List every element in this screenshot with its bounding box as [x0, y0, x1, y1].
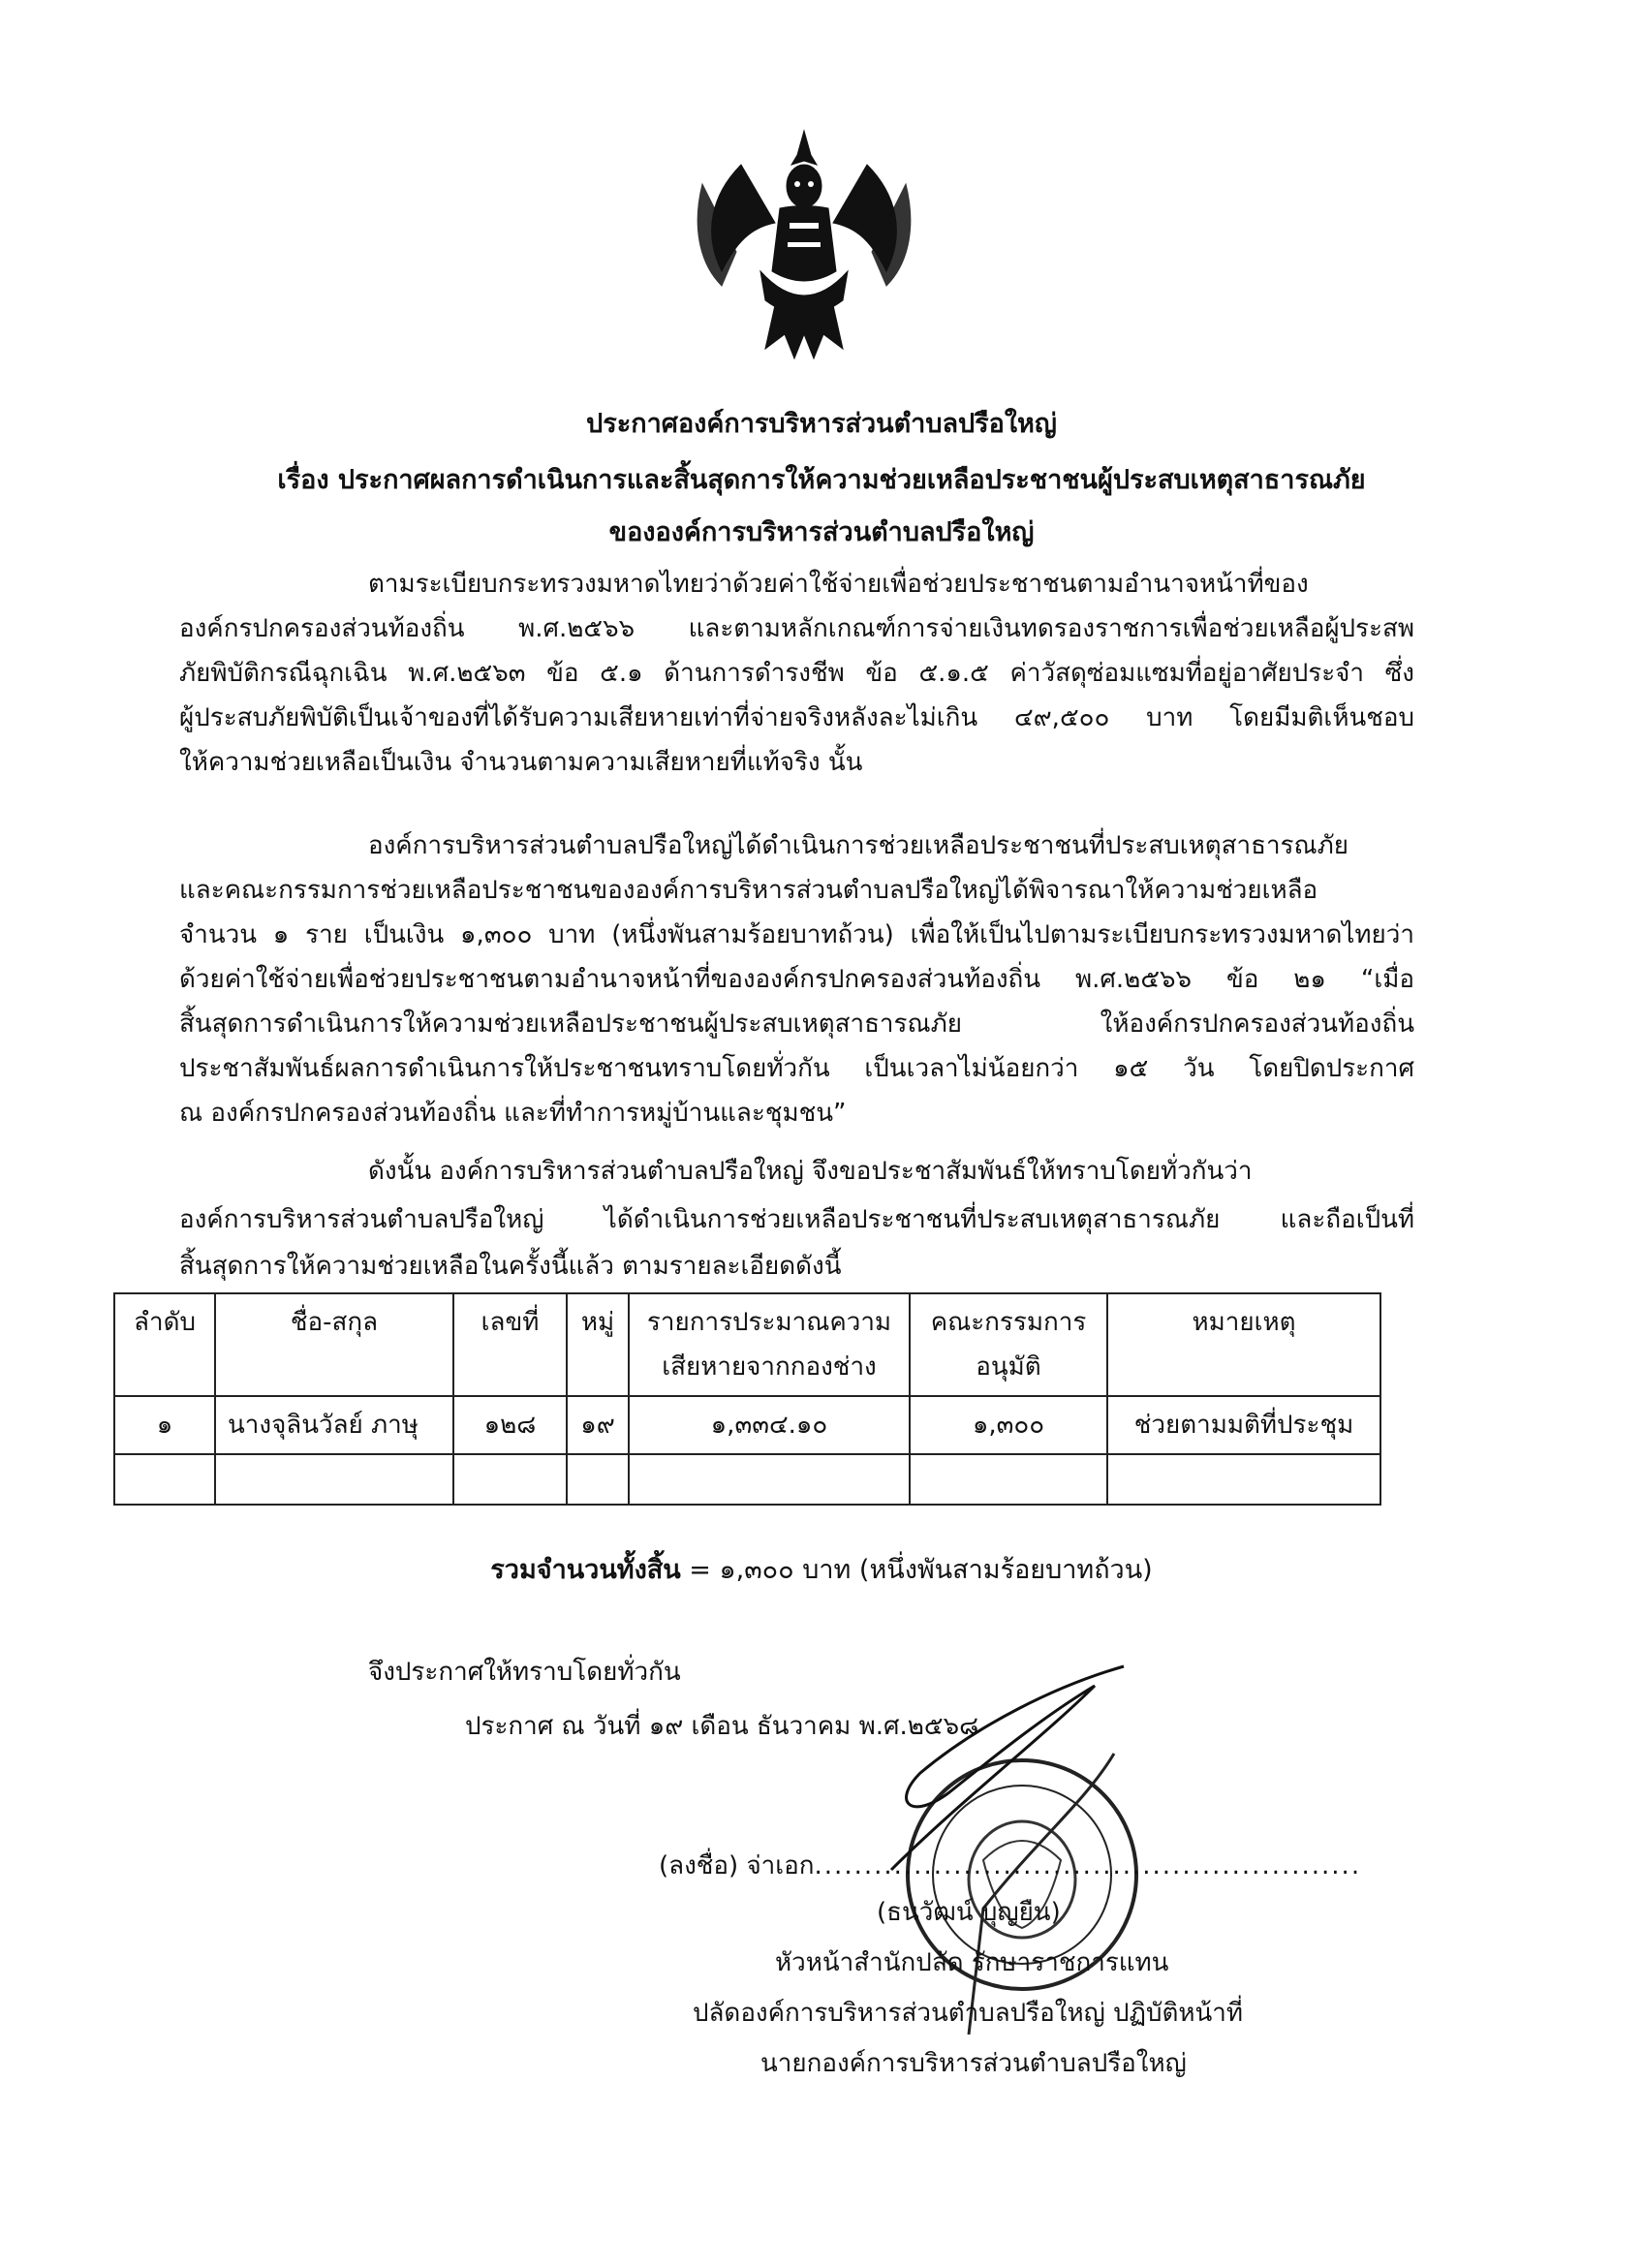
para1-line: ภัยพิบัติกรณีฉุกเฉิน พ.ศ.๒๕๖๓ ข้อ ๕.๑ ด้านการดำรงชีพ ข้อ ๕.๑.๕ ค่าวัสดุซ่อมแซมที่อยู่อาศัยประจำ ซึ่ง — [179, 659, 1414, 688]
col-header-committee: คณะกรรมการอนุมัติ — [910, 1293, 1107, 1396]
para2-line: จำนวน ๑ ราย เป็นเงิน ๑,๓๐๐ บาท (หนึ่งพันสามร้อยบาทถ้วน) เพื่อให้เป็นไปตามระเบียบกระทรวงมหาดไทยว่า — [179, 920, 1414, 949]
cell-moo: ๑๙ — [567, 1396, 629, 1454]
total-label: รวมจำนวนทั้งสิ้น — [490, 1555, 681, 1585]
cell-no: ๑ — [114, 1396, 215, 1454]
para3-line: องค์การบริหารส่วนตำบลปรือใหญ่ ได้ดำเนินการช่วยเหลือประชาชนที่ประสบเหตุสาธารณภัย และถือเป็นที่ — [179, 1205, 1414, 1234]
para2-line: และคณะกรรมการช่วยเหลือประชาชนขององค์การบริหารส่วนตำบลปรือใหญ่ได้พิจารณาให้ความช่วยเหลือ — [179, 876, 1318, 905]
para1-line: องค์กรปกครองส่วนท้องถิ่น พ.ศ.๒๕๖๖ และตามหลักเกณฑ์การจ่ายเงินทดรองราชการเพื่อช่วยเหลือผู้ประสพ — [179, 614, 1414, 643]
records-table — [113, 1292, 1381, 1506]
page-title: ประกาศองค์การบริหารส่วนตำบลปรือใหญ่ — [586, 409, 1057, 439]
signer-position-3: นายกองค์การบริหารส่วนตำบลปรือใหญ่ — [760, 2049, 1187, 2078]
cell-house-no: ๑๒๘ — [453, 1396, 567, 1454]
para2-line: ประชาสัมพันธ์ผลการดำเนินการให้ประชาชนทราบโดยทั่วกัน เป็นเวลาไม่น้อยกว่า ๑๕ วัน โดยปิดประกาศ — [179, 1054, 1414, 1083]
table-row — [114, 1396, 1380, 1454]
para2-line: ณ องค์กรปกครองส่วนท้องถิ่น และที่ทำการหมู่บ้านและชุมชน” — [179, 1099, 847, 1128]
signer-position-1: หัวหน้าสำนักปลัด รักษาราชการแทน — [775, 1948, 1169, 1977]
para1-line: ตามระเบียบกระทรวงมหาดไทยว่าด้วยค่าใช้จ่ายเพื่อช่วยประชาชนตามอำนาจหน้าที่ของ — [368, 570, 1309, 599]
cell-estimate: ๑,๓๓๔.๑๐ — [629, 1396, 910, 1454]
para1-line: ผู้ประสบภัยพิบัติเป็นเจ้าของที่ได้รับความเสียหายเท่าที่จ่ายจริงหลังละไม่เกิน ๔๙,๕๐๐ บาท โดยมีมติเห็นชอบ — [179, 703, 1414, 732]
para1-line: ให้ความช่วยเหลือเป็นเงิน จำนวนตามความเสียหายที่แท้จริง นั้น — [179, 748, 863, 777]
col-header-moo: หมู่ — [567, 1293, 629, 1396]
subject-line-1: เรื่อง ประกาศผลการดำเนินการและสิ้นสุดการให้ความช่วยเหลือประชาชนผู้ประสบเหตุสาธารณภัย — [277, 465, 1366, 495]
para3-line: สิ้นสุดการให้ความช่วยเหลือในครั้งนี้แล้ว ตามรายละเอียดดังนี้ — [179, 1252, 842, 1281]
para2-line: สิ้นสุดการดำเนินการให้ความช่วยเหลือประชาชนผู้ประสบเหตุสาธารณภัย ให้องค์กรปกครองส่วนท้องถิ่น — [179, 1010, 1414, 1039]
para3-line: ดังนั้น องค์การบริหารส่วนตำบลปรือใหญ่ จึงขอประชาสัมพันธ์ให้ทราบโดยทั่วกันว่า — [368, 1157, 1253, 1186]
col-header-name: ชื่อ-สกุล — [215, 1293, 453, 1396]
para2-line: องค์การบริหารส่วนตำบลปรือใหญ่ได้ดำเนินการช่วยเหลือประชาชนที่ประสบเหตุสาธารณภัย — [368, 831, 1349, 860]
sign-label: (ลงชื่อ) จ่าเอก....................................................... — [659, 1851, 1362, 1880]
garuda-emblem-icon — [683, 126, 925, 378]
table-row-empty — [114, 1454, 1380, 1505]
cell-name: นางจุลินวัลย์ ภาษุ — [215, 1396, 453, 1454]
total-value: = ๑,๓๐๐ บาท (หนึ่งพันสามร้อยบาทถ้วน) — [680, 1555, 1153, 1585]
signer-name: (ธนวัฒน์ บุญยืน) — [877, 1898, 1061, 1927]
sign-prefix: (ลงชื่อ) จ่าเอก — [659, 1851, 815, 1880]
subject-line-2: ขององค์การบริหารส่วนตำบลปรือใหญ่ — [608, 517, 1035, 547]
grand-total — [0, 1548, 1643, 1590]
col-header-house-no: เลขที่ — [453, 1293, 567, 1396]
closing-date: ประกาศ ณ วันที่ ๑๙ เดือน ธันวาคม พ.ศ.๒๕๖๘ — [465, 1712, 979, 1741]
cell-committee: ๑,๓๐๐ — [910, 1396, 1107, 1454]
col-header-estimate: รายการประมาณความเสียหายจากกองช่าง — [629, 1293, 910, 1396]
cell-note: ช่วยตามมติที่ประชุม — [1107, 1396, 1380, 1454]
signer-position-2: ปลัดองค์การบริหารส่วนตำบลปรือใหญ่ ปฏิบัติหน้าที่ — [693, 1999, 1244, 2028]
para2-line: ด้วยค่าใช้จ่ายเพื่อช่วยประชาชนตามอำนาจหน้าที่ขององค์กรปกครองส่วนท้องถิ่น พ.ศ.๒๕๖๖ ข้อ ๒๑ “เมื่อ — [179, 965, 1414, 994]
col-header-no: ลำดับ — [114, 1293, 215, 1396]
closing-announce: จึงประกาศให้ทราบโดยทั่วกัน — [368, 1658, 681, 1687]
col-header-note: หมายเหตุ — [1107, 1293, 1380, 1396]
